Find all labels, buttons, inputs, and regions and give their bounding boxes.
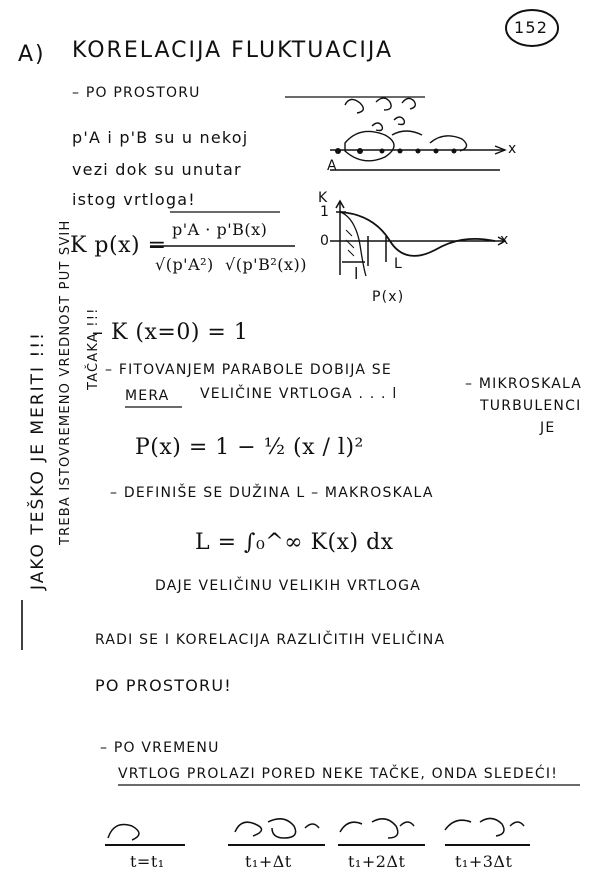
define-line: – DEFINIŠE SE DUŽINA L – MAKROSKALA: [110, 485, 434, 501]
graph-tick-0: 0: [320, 233, 331, 249]
fit-line: – FITOVANJEM PARABOLE DOBIJA SE: [105, 362, 392, 378]
formula-k-denominator-b: √(p'B²(x)): [225, 255, 307, 274]
graph-label-px: P(x): [372, 289, 405, 305]
graph-axis-x-label: x: [500, 232, 510, 248]
corr-different-line: PO PROSTORU!: [95, 676, 232, 695]
formula-k-lhs: K p(x) =: [70, 233, 167, 258]
time-frame-sketches: [105, 818, 530, 845]
time-frame-label: t₁+2Δt: [348, 852, 406, 871]
k-at-zero: – K (x=0) = 1: [92, 320, 249, 345]
graph-tick-1: 1: [320, 204, 331, 220]
side-note: JAKO TEŠKO JE MERITI !!!: [28, 331, 48, 590]
eddy-points: [335, 148, 457, 154]
sketch-label-x: x: [508, 141, 518, 157]
side-note: TAČAKA !!!: [86, 307, 101, 390]
side-note: TREBA ISTOVREMENO VREDNOST PUT SVIH: [58, 219, 73, 545]
sub-heading-time: – PO VREMENU: [100, 740, 220, 756]
mera-word: MERA: [125, 388, 170, 404]
section-letter: A): [18, 42, 46, 67]
sub-heading-space: – PO PROSTORU: [72, 85, 201, 101]
micro-label: – MIKROSKALA: [465, 376, 583, 392]
corr-different-line: RADI SE I KORELACIJA RAZLIČITIH VELIČINA: [95, 632, 446, 648]
graph-label-L: L: [394, 256, 403, 272]
graph-axis-y-label: K: [318, 190, 329, 206]
time-frame-label: t=t₁: [130, 852, 165, 871]
formula-px: P(x) = 1 − ½ (x / l)²: [135, 435, 364, 460]
eddy-sketch: [330, 98, 505, 170]
time-frame-label: t₁+Δt: [245, 852, 292, 871]
formula-L: L = ∫₀^∞ K(x) dx: [195, 530, 394, 555]
sketch-label-a: A: [327, 158, 338, 174]
formula-k-numerator: p'A · p'B(x): [172, 220, 268, 239]
text-line: istog vrtloga!: [72, 190, 196, 209]
text-line: p'A i p'B su u nekoj: [72, 128, 249, 147]
page-number: 152: [514, 18, 549, 37]
gives-size-line: DAJE VELIČINU VELIKIH VRTLOGA: [155, 578, 421, 594]
time-frame-label: t₁+3Δt: [455, 852, 513, 871]
micro-label: JE: [540, 420, 556, 436]
micro-label: TURBULENCI: [480, 398, 582, 414]
page-title: KORELACIJA FLUKTUACIJA: [72, 38, 393, 63]
text-line: vezi dok su unutar: [72, 160, 242, 179]
fit-line-2: VELIČINE VRTLOGA . . . l: [200, 386, 398, 402]
time-text: VRTLOG PROLAZI PORED NEKE TAČKE, ONDA SLEDEĆI!: [118, 766, 559, 782]
formula-k-denominator-a: √(p'A²): [155, 255, 214, 274]
graph-label-l: l: [354, 264, 360, 283]
